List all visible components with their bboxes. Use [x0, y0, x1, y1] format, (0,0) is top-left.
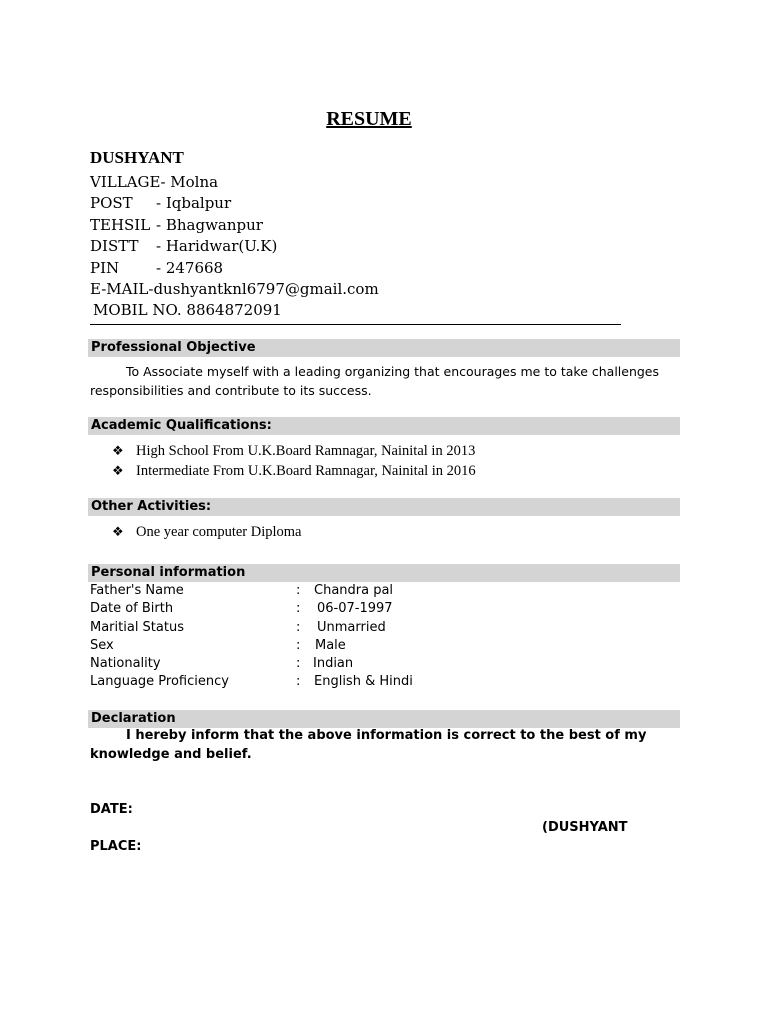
tehsil-value: - Bhagwanpur	[156, 215, 263, 234]
diamond-bullet-icon: ❖	[112, 463, 124, 478]
colon: :	[296, 619, 301, 635]
pin-row	[90, 258, 379, 279]
tehsil-row	[90, 215, 379, 236]
pin-label: PIN	[90, 258, 120, 277]
language-label: Language Proficiency	[90, 674, 229, 690]
academics-heading: Academic Qualifications:	[88, 417, 680, 435]
header-divider	[90, 324, 621, 325]
diamond-bullet-icon: ❖	[112, 524, 124, 539]
list-item: ❖ Intermediate From U.K.Board Ramnagar, Nainital in 2016	[112, 463, 476, 479]
post-value: - Iqbalpur	[156, 194, 232, 213]
nationality-label: Nationality	[90, 656, 161, 672]
diamond-bullet-icon: ❖	[112, 443, 124, 458]
colon: :	[296, 637, 301, 653]
sex-value: Male	[315, 637, 346, 653]
distt-row	[90, 236, 379, 257]
objective-text-block	[90, 362, 675, 400]
fathers-name-label: Father's Name	[90, 583, 184, 598]
nationality-value: Indian	[313, 656, 354, 672]
colon: :	[296, 674, 301, 690]
mobile-line: MOBIL NO. 8864872091	[93, 301, 282, 320]
fathers-name-value: Chandra pal	[314, 583, 394, 598]
academics-list	[112, 441, 476, 481]
signature-name: (DUSHYANT	[542, 820, 628, 835]
village-label: VILLAGE	[90, 173, 161, 191]
marital-status-value: Unmarried	[317, 619, 386, 635]
mobile-row	[90, 300, 379, 321]
activities-heading: Other Activities:	[88, 498, 680, 516]
place-label: PLACE:	[90, 839, 142, 854]
distt-value: - Haridwar(U.K)	[156, 237, 278, 256]
objective-heading: Professional Objective	[88, 339, 680, 357]
post-label: POST	[90, 194, 133, 213]
post-row	[90, 193, 379, 214]
date-label: DATE:	[90, 802, 133, 817]
colon: :	[296, 583, 301, 598]
village-value: - Molna	[160, 173, 219, 191]
village-row	[90, 172, 379, 193]
activities-list	[112, 522, 301, 542]
dob-value: 06-07-1997	[317, 601, 393, 617]
distt-label: DISTT	[90, 237, 139, 256]
personal-heading: Personal information	[88, 564, 680, 582]
address-block	[90, 172, 379, 322]
objective-text: To Associate myself with a leading organizing that encourages me to take challenges responsibilities and contribute to its success.	[90, 364, 660, 398]
email-line: E-MAIL-dushyantknl6797@gmail.com	[90, 280, 379, 299]
declaration-heading: Declaration	[88, 710, 680, 728]
colon: :	[296, 656, 301, 672]
list-item: ❖ High School From U.K.Board Ramnagar, Nainital in 2013	[112, 443, 476, 459]
sex-label: Sex	[90, 637, 114, 653]
pin-value: - 247668	[156, 258, 224, 277]
email-row	[90, 279, 379, 300]
list-item: ❖ One year computer Diploma	[112, 524, 302, 540]
marital-status-label: Maritial Status	[90, 619, 184, 635]
resume-title: RESUME	[326, 108, 412, 130]
tehsil-label: TEHSIL	[90, 215, 151, 234]
declaration-text-block	[90, 726, 650, 764]
declaration-text: I hereby inform that the above information is correct to the best of my knowledge and belief.	[90, 728, 647, 762]
colon: :	[296, 601, 301, 617]
dob-label: Date of Birth	[90, 601, 174, 617]
applicant-name: DUSHYANT	[90, 148, 184, 167]
language-value: English & Hindi	[314, 674, 413, 690]
